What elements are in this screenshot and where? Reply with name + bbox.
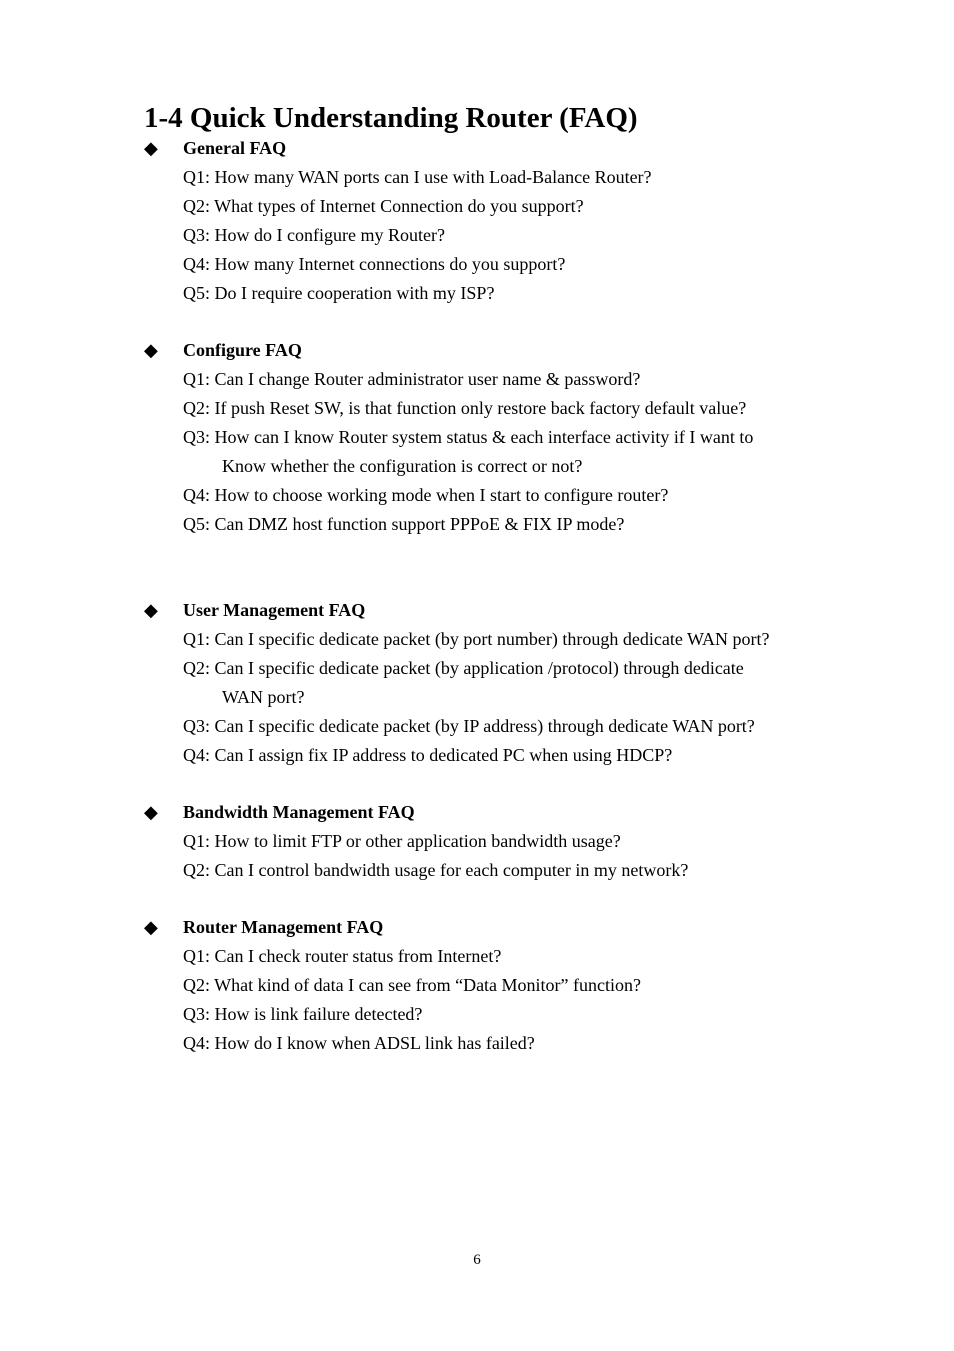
question-text: Q5: Can DMZ host function support PPPoE & FIX IP mode? [183, 514, 625, 534]
question-list [144, 625, 844, 770]
section-title: Router Management FAQ [183, 917, 384, 937]
page-number: 6 [473, 1252, 481, 1268]
section-title: General FAQ [183, 138, 287, 158]
question-item [144, 250, 844, 279]
page-title: 1-4 Quick Understanding Router (FAQ) [144, 102, 638, 134]
question-item [144, 394, 844, 423]
question-item [144, 510, 844, 539]
question-text: Q1: How to limit FTP or other application bandwidth usage? [183, 831, 621, 851]
section-heading [144, 798, 844, 827]
question-text: Q4: How many Internet connections do you support? [183, 254, 566, 274]
question-item [144, 1029, 844, 1058]
section-title: User Management FAQ [183, 600, 366, 620]
question-text: Q1: Can I change Router administrator user name & password? [183, 369, 641, 389]
section-heading [144, 134, 844, 163]
question-item [144, 279, 844, 308]
section-title: Bandwidth Management FAQ [183, 802, 415, 822]
question-item [144, 827, 844, 856]
question-list [144, 942, 844, 1058]
question-text: Q1: Can I check router status from Internet? [183, 946, 502, 966]
question-text: Q2: If push Reset SW, is that function only restore back factory default value? [183, 398, 747, 418]
question-text: Q2: What kind of data I can see from “Data Monitor” function? [183, 975, 642, 995]
question-text: Q2: Can I specific dedicate packet (by application /protocol) through dedicate [183, 658, 744, 678]
question-text: Q2: Can I control bandwidth usage for each computer in my network? [183, 860, 689, 880]
section-bandwidth-management-faq [144, 798, 844, 885]
diamond-bullet-icon: ◆ [144, 600, 158, 620]
diamond-bullet-icon: ◆ [144, 802, 158, 822]
question-item [144, 856, 844, 885]
question-item [144, 1000, 844, 1029]
question-text: Q5: Do I require cooperation with my ISP? [183, 283, 495, 303]
question-item [144, 625, 844, 654]
section-heading [144, 596, 844, 625]
question-text: Q1: Can I specific dedicate packet (by port number) through dedicate WAN port? [183, 629, 770, 649]
question-text: Q4: How to choose working mode when I start to configure router? [183, 485, 669, 505]
diamond-bullet-icon: ◆ [144, 917, 158, 937]
question-text: Q3: How is link failure detected? [183, 1004, 423, 1024]
question-item [144, 221, 844, 250]
section-heading [144, 913, 844, 942]
section-title: Configure FAQ [183, 340, 302, 360]
section-general-faq [144, 134, 844, 308]
question-item [144, 192, 844, 221]
question-continuation: WAN port? [222, 687, 305, 707]
question-text: Q2: What types of Internet Connection do you support? [183, 196, 584, 216]
question-item [144, 163, 844, 192]
question-item [144, 942, 844, 971]
section-router-management-faq [144, 913, 844, 1058]
question-item [144, 423, 844, 481]
diamond-bullet-icon: ◆ [144, 340, 158, 360]
section-configure-faq [144, 336, 844, 539]
question-list [144, 365, 844, 539]
question-text: Q1: How many WAN ports can I use with Load-Balance Router? [183, 167, 652, 187]
diamond-bullet-icon: ◆ [144, 138, 158, 158]
question-item [144, 365, 844, 394]
question-list [144, 827, 844, 885]
question-text: Q4: Can I assign fix IP address to dedicated PC when using HDCP? [183, 745, 673, 765]
question-text: Q4: How do I know when ADSL link has failed? [183, 1033, 535, 1053]
question-item [144, 971, 844, 1000]
question-text: Q3: How do I configure my Router? [183, 225, 445, 245]
question-list [144, 163, 844, 308]
question-continuation: Know whether the configuration is correct or not? [222, 456, 583, 476]
question-text: Q3: Can I specific dedicate packet (by IP address) through dedicate WAN port? [183, 716, 755, 736]
section-heading [144, 336, 844, 365]
question-item [144, 741, 844, 770]
question-item [144, 481, 844, 510]
question-text: Q3: How can I know Router system status & each interface activity if I want to [183, 427, 754, 447]
section-user-management-faq [144, 596, 844, 770]
question-item [144, 654, 844, 712]
question-item [144, 712, 844, 741]
